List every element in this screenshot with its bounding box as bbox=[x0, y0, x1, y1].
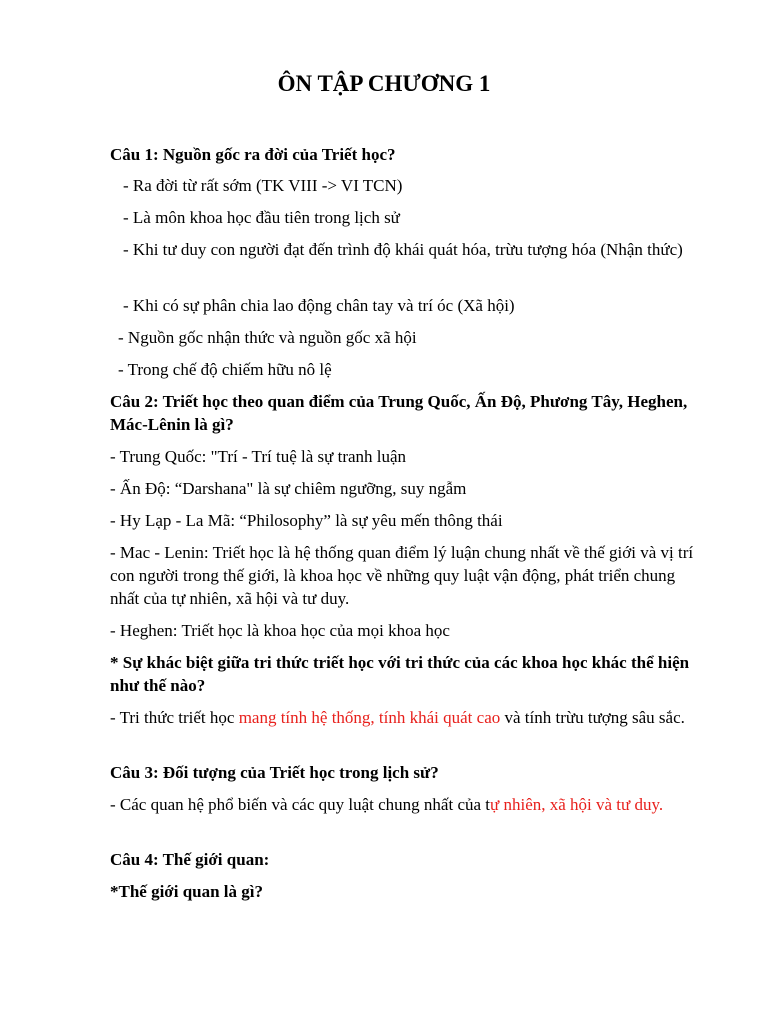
list-item: - Ra đời từ rất sớm (TK VIII -> VI TCN) bbox=[123, 176, 403, 195]
list-item: - Ấn Độ: “Darshana" là sự chiêm ngưỡng, suy ngẫm bbox=[110, 479, 467, 498]
list-item: - Trong chế độ chiếm hữu nô lệ bbox=[118, 360, 332, 379]
list-item: - Khi có sự phân chia lao động chân tay và trí óc (Xã hội) bbox=[123, 296, 515, 315]
list-item: - Trung Quốc: "Trí - Trí tuệ là sự tranh luận bbox=[110, 447, 407, 466]
document-title: ÔN TẬP CHƯƠNG 1 bbox=[277, 71, 491, 96]
list-item: - Khi tư duy con người đạt đến trình độ khái quát hóa, trừu tượng hóa (Nhận thức) bbox=[123, 240, 683, 259]
list-item: - Mac - Lenin: Triết học là hệ thống quan điểm lý luận chung nhất về thế giới và vị trí con người trong thế giới, là khoa học về những quy luật vận động, phát triển chung nhất của tự nhiên, xã hội và tư duy. bbox=[110, 543, 694, 608]
question-3-answer bbox=[110, 793, 694, 816]
list-item: - Hy Lạp - La Mã: “Philosophy” là sự yêu mến thông thái bbox=[110, 511, 503, 530]
difference-heading: * Sự khác biệt giữa tri thức triết học với tri thức của các khoa học khác thể hiện như thế nào? bbox=[110, 653, 690, 695]
difference-answer-prefix: - Tri thức triết học bbox=[110, 708, 239, 727]
difference-answer bbox=[110, 706, 694, 729]
question-4-subheading: *Thế giới quan là gì? bbox=[110, 882, 264, 901]
list-item: - Nguồn gốc nhận thức và nguồn gốc xã hội bbox=[118, 328, 417, 347]
question-2-heading: Câu 2: Triết học theo quan điểm của Trung Quốc, Ấn Độ, Phương Tây, Heghen, Mác-Lênin là gì? bbox=[110, 392, 688, 434]
list-item: - Heghen: Triết học là khoa học của mọi khoa học bbox=[110, 621, 450, 640]
difference-answer-suffix: và tính trừu tượng sâu sắc. bbox=[500, 708, 685, 727]
question-1-heading: Câu 1: Nguồn gốc ra đời của Triết học? bbox=[110, 145, 396, 164]
question-3-answer-highlight: ự nhiên, xã hội và tư duy. bbox=[490, 795, 664, 814]
question-4-heading: Câu 4: Thế giới quan: bbox=[110, 850, 270, 869]
difference-answer-highlight: mang tính hệ thống, tính khái quát cao bbox=[238, 708, 501, 727]
question-3-heading: Câu 3: Đối tượng của Triết học trong lịch sử? bbox=[110, 763, 439, 782]
question-3-answer-prefix: - Các quan hệ phổ biến và các quy luật chung nhất của t bbox=[110, 795, 491, 814]
list-item: - Là môn khoa học đầu tiên trong lịch sử bbox=[123, 208, 400, 227]
